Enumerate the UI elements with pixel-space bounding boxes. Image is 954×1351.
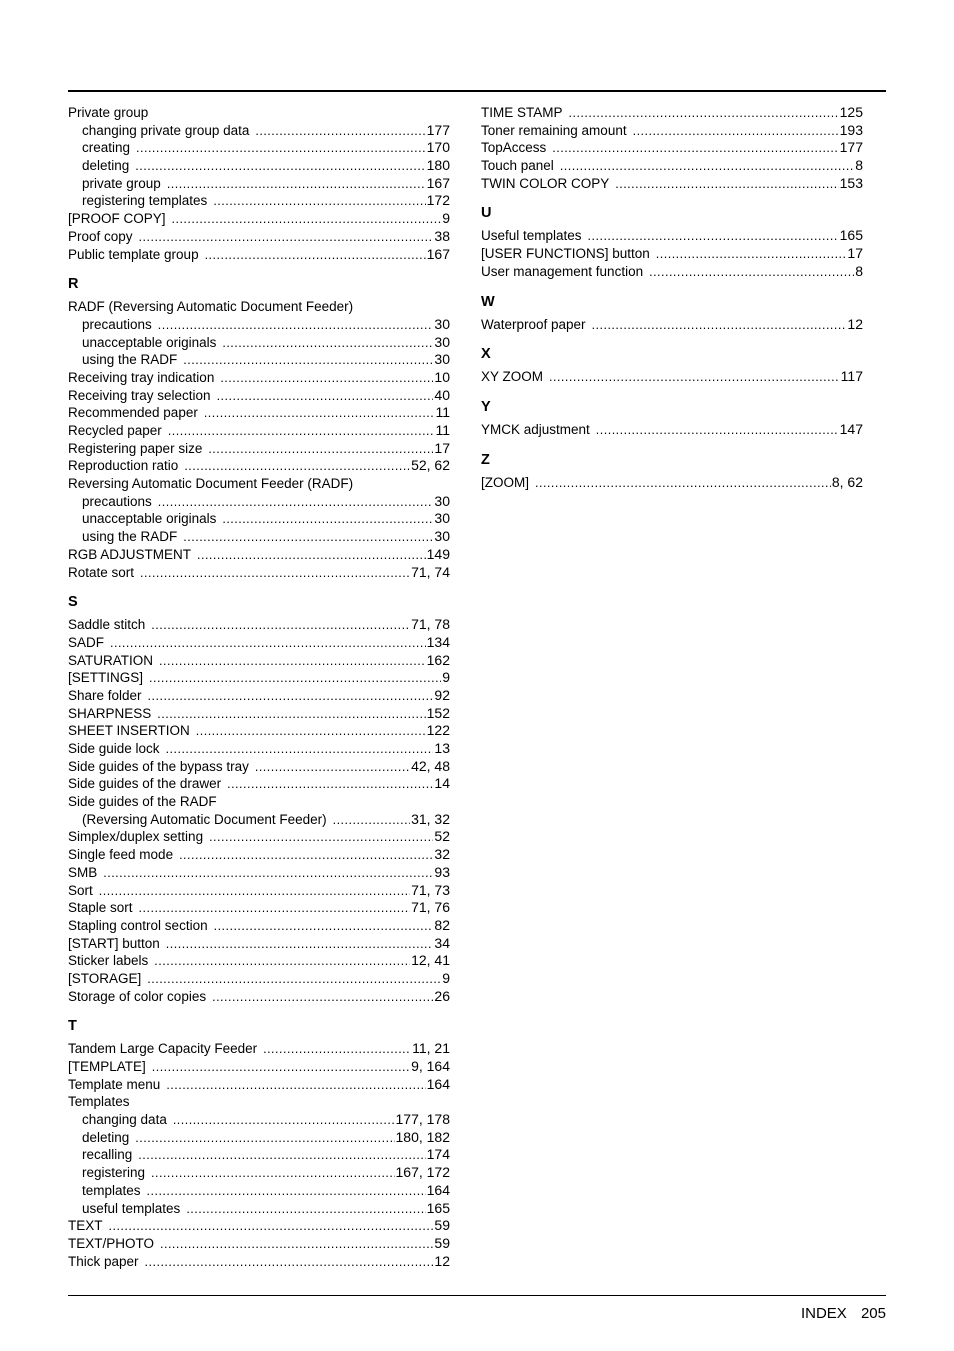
page-reference: 92 [434,686,450,703]
index-term: recalling [82,1147,133,1163]
index-term: [ZOOM] [481,474,529,490]
dot-leader [569,105,839,123]
index-term: SADF [68,634,105,650]
page-reference: 30 [434,528,450,545]
page-reference: 40 [434,386,450,403]
index-term: Reversing Automatic Document Feeder (RADF) [68,476,354,492]
index-entry [68,1040,450,1058]
page-reference: 71, 73 [411,881,450,898]
dot-leader [147,1183,426,1201]
page-reference: 13 [434,740,450,756]
index-term: Toner remaining amount [481,122,627,138]
index-entry [68,917,450,935]
index-term: Tandem Large Capacity Feeder [68,1041,258,1057]
index-term: using the RADF [82,529,178,545]
page-reference: 30 [434,351,450,368]
index-entry [481,421,863,439]
page-reference: 177 [839,139,863,156]
index-entry [68,564,450,582]
index-entry [68,210,450,228]
index-letter-heading: Z [481,451,490,468]
index-entry [481,157,863,175]
page-reference: 11 [435,422,450,438]
index-term: Recommended paper [68,405,198,421]
dot-leader [217,388,434,406]
page-reference: 167 [426,245,450,262]
page-reference: 11, 21 [412,1040,450,1057]
dot-leader [263,1041,411,1059]
dot-leader [159,653,426,671]
page-reference: 172 [426,192,450,209]
index-term: RGB ADJUSTMENT [68,546,192,562]
dot-leader [633,123,839,141]
dot-leader [173,1112,395,1130]
index-term: creating [82,140,131,156]
index-term: [PROOF COPY] [68,211,166,227]
dot-leader [588,228,839,246]
dot-leader [204,405,435,423]
dot-leader [212,989,433,1007]
dot-leader [138,1147,425,1165]
index-term: precautions [82,493,152,509]
page-reference: 122 [426,722,450,739]
index-term: unacceptable originals [82,334,217,350]
index-term: SATURATION [68,652,154,668]
page-reference: 11 [435,404,450,421]
dot-leader [549,369,840,387]
index-term: Touch panel [481,158,554,174]
index-entry [68,775,450,793]
page-reference: 93 [434,863,450,880]
dot-leader [140,565,410,583]
index-term: changing data [82,1112,167,1128]
page-reference: 9 [442,669,450,686]
dot-leader [158,494,434,512]
index-entry [68,970,450,988]
page-reference: 153 [839,174,863,191]
page-reference: 162 [426,651,450,668]
page-reference: 152 [426,704,450,721]
dot-leader [135,1130,394,1148]
page-reference: 32 [434,846,450,863]
page-reference: 14 [434,775,450,792]
index-subentry [68,528,450,546]
page-reference: 59 [434,1234,450,1251]
index-term: Sort [68,882,93,898]
index-entry [68,899,450,917]
page-reference: 30 [434,510,450,527]
dot-leader [151,617,410,635]
page-reference: 17 [847,245,863,262]
index-term: deleting [82,158,130,174]
index-subentry [68,1182,450,1200]
index-term: templates [82,1182,141,1198]
index-entry [68,740,450,758]
index-letter-heading: U [481,205,492,222]
dot-leader [148,688,434,706]
page-reference: 117 [840,368,863,385]
index-subentry [68,316,450,334]
page-reference: 71, 76 [411,899,450,916]
index-term: Side guide lock [68,741,160,756]
dot-leader [255,123,425,141]
index-term: Side guides of the drawer [68,776,222,792]
index-subentry [68,493,450,511]
index-subentry [68,175,450,193]
index-term: Recycled paper [68,423,162,438]
index-entry [68,864,450,882]
dot-leader [227,776,433,794]
index-letter-heading: W [481,293,495,310]
page-reference: 180, 182 [395,1128,450,1145]
dot-leader [255,759,410,777]
index-subentry [68,1200,450,1218]
dot-leader [656,246,847,264]
dot-leader [152,1059,410,1077]
index-entry [481,474,863,492]
index-term: Side guides of the bypass tray [68,758,249,774]
index-term: useful templates [82,1200,181,1216]
index-subentry [68,1111,450,1129]
index-letter-heading: R [68,276,79,293]
page-reference: 12, 41 [411,952,450,969]
page-reference: 177, 178 [395,1111,450,1128]
dot-leader [560,158,854,176]
index-term: SHEET INSERTION [68,723,190,739]
index-term: Stapling control section [68,917,208,933]
page-reference: 147 [839,420,863,437]
dot-leader [209,829,433,847]
index-term: Template menu [68,1076,161,1092]
index-term: Rotate sort [68,564,135,580]
index-term: Single feed mode [68,847,174,863]
index-entry [68,387,450,405]
dot-leader [197,547,426,565]
dot-leader [220,370,433,388]
index-term: YMCK adjustment [481,421,590,437]
page-reference: 12 [434,1252,450,1269]
index-term: [USER FUNCTIONS] button [481,246,650,262]
index-column-left [68,104,450,1270]
dot-leader [109,1218,434,1236]
index-entry [68,935,450,953]
dot-leader [151,1165,394,1183]
page-reference: 34 [434,934,450,951]
index-term: XY ZOOM [481,369,544,385]
page-reference: 9 [442,210,450,227]
dot-leader [167,176,426,194]
index-term: precautions [82,316,152,332]
index-letter-heading: X [481,346,491,363]
index-entry [481,263,863,281]
dot-leader [214,918,434,936]
index-letter-heading: Y [481,398,491,415]
index-entry [68,652,450,670]
index-term: User management function [481,263,644,279]
dot-leader [205,247,426,265]
page-reference: 30 [434,492,450,509]
index-term: changing private group data [82,122,250,138]
index-entry [68,669,450,687]
index-term: unacceptable originals [82,511,217,527]
page-reference: 82 [434,916,450,933]
page-reference: 167, 172 [395,1164,450,1181]
dot-leader [147,971,441,989]
index-entry [68,475,450,493]
index-entry [481,368,863,386]
page-reference: 9 [442,969,450,986]
page-reference: 165 [839,227,863,244]
page-reference: 8, 62 [831,473,863,490]
index-letter-heading: S [68,594,78,611]
page-reference: 177 [426,121,450,138]
dot-leader [179,847,433,865]
index-term: RADF (Reversing Automatic Document Feeder) [68,299,354,315]
dot-leader [139,229,434,247]
index-entry [481,175,863,193]
index-term: Private group [68,105,149,120]
index-entry [68,846,450,864]
index-entry [68,228,450,246]
page-reference: 165 [426,1199,450,1216]
dot-leader [145,1254,434,1272]
page-reference: 193 [839,121,863,138]
dot-leader [615,176,838,194]
index-entry [68,1253,450,1271]
index-term: Saddle stitch [68,617,146,633]
dot-leader [99,883,410,901]
index-entry [68,369,450,387]
index-term: registering [82,1165,146,1181]
index-term: deleting [82,1129,130,1145]
index-entry [68,1217,450,1235]
dot-leader [158,317,434,335]
dot-leader [103,865,433,883]
index-subentry [68,1164,450,1182]
index-entry [68,1235,450,1253]
index-term: Registering paper size [68,440,203,456]
index-term: TWIN COLOR COPY [481,175,610,191]
index-entry [68,298,450,316]
index-subentry [68,1146,450,1164]
dot-leader [166,1077,425,1095]
dot-leader [183,352,433,370]
index-column-right [481,104,863,491]
page-reference: 26 [434,987,450,1004]
index-term: (Reversing Automatic Document Feeder) [82,811,327,827]
page-reference: 170 [426,139,450,156]
index-entry [68,1058,450,1076]
index-term: [START] button [68,935,160,951]
dot-leader [136,140,426,158]
dot-leader [160,1236,433,1254]
dot-leader [166,741,434,759]
index-entry [481,227,863,245]
index-term: TEXT [68,1218,103,1234]
page-reference: 167 [426,174,450,191]
index-term: Public template group [68,246,199,262]
page-reference: 42, 48 [411,757,450,774]
index-term: Staple sort [68,900,133,916]
page-reference: 149 [426,545,450,562]
index-term: [SETTINGS] [68,670,144,686]
index-entry [68,546,450,564]
index-entry [68,457,450,475]
dot-leader [592,317,847,335]
dot-leader [168,423,435,441]
footer-rule [68,1295,886,1296]
dot-leader [157,706,425,724]
page-reference: 71, 74 [411,563,450,580]
index-entry [481,104,863,122]
page-reference: 10 [434,368,450,385]
index-entry [68,1076,450,1094]
index-entry [481,139,863,157]
page-reference: 30 [434,333,450,350]
index-entry [68,687,450,705]
dot-leader [149,670,441,688]
index-term: Share folder [68,687,142,703]
dot-leader [186,1201,425,1219]
index-term: Sticker labels [68,953,149,969]
index-entry [68,722,450,740]
page-reference: 9, 164 [411,1058,450,1074]
index-term: Side guides of the RADF [68,794,217,810]
index-term: using the RADF [82,352,178,368]
page-footer [791,1305,886,1322]
page-reference: 52, 62 [411,457,450,474]
footer-section-label: INDEX [800,1305,847,1322]
index-entry [68,793,450,811]
page-reference: 8 [855,262,863,279]
index-subentry [68,351,450,369]
index-entry [68,634,450,652]
page-reference: 164 [426,1075,450,1092]
index-term: Proof copy [68,228,133,244]
index-term: SMB [68,864,98,880]
index-subentry [68,1129,450,1147]
header-rule [68,90,886,92]
index-entry [68,404,450,422]
dot-leader [552,140,838,158]
index-term: TopAccess [481,140,547,156]
index-entry [481,316,863,334]
dot-leader [196,723,426,741]
index-subentry [68,192,450,210]
index-entry [68,705,450,723]
index-subentry [68,334,450,352]
page-reference: 125 [839,104,863,120]
index-term: Simplex/duplex setting [68,829,204,845]
index-term: Useful templates [481,228,582,244]
page-reference: 180 [426,157,450,174]
index-subentry [68,139,450,157]
page-reference: 17 [434,439,450,456]
dot-leader [649,264,854,282]
dot-leader [172,211,442,229]
index-entry [68,758,450,776]
footer-page-number: 205 [860,1305,886,1322]
index-term: Waterproof paper [481,316,586,332]
index-entry [68,422,450,440]
page-reference: 31, 32 [411,810,450,827]
index-term: Templates [68,1094,130,1110]
page-reference: 38 [434,227,450,244]
index-entry [68,988,450,1006]
index-entry [68,1093,450,1111]
page-reference: 134 [426,633,450,650]
dot-leader [183,529,433,547]
index-subentry [68,811,450,829]
index-entry [68,882,450,900]
dot-leader [184,458,410,476]
index-subentry [68,510,450,528]
index-entry [68,440,450,458]
index-term: registering templates [82,193,208,209]
index-term: SHARPNESS [68,705,152,721]
dot-leader [333,812,410,830]
index-entry [68,104,450,122]
index-letter-heading: T [68,1018,77,1035]
index-entry [481,122,863,140]
index-term: Thick paper [68,1253,139,1269]
dot-leader [222,511,433,529]
index-subentry [68,157,450,175]
dot-leader [154,953,410,971]
page-reference: 71, 78 [411,616,450,633]
index-entry [68,828,450,846]
index-entry [481,245,863,263]
page-reference: 30 [434,315,450,332]
index-term: Receiving tray indication [68,369,215,385]
dot-leader [135,158,425,176]
index-entry [68,952,450,970]
dot-leader [222,335,433,353]
page-reference: 8 [855,157,863,174]
dot-leader [110,635,426,653]
index-term: Storage of color copies [68,988,207,1004]
page-reference: 12 [847,315,863,332]
index-term: [TEMPLATE] [68,1059,146,1074]
dot-leader [208,441,433,459]
index-subentry [68,122,450,140]
index-term: [STORAGE] [68,970,142,986]
index-term: TEXT/PHOTO [68,1235,155,1251]
page-reference: 59 [434,1217,450,1234]
index-term: Receiving tray selection [68,387,211,403]
dot-leader [535,475,831,493]
index-term: private group [82,175,161,191]
dot-leader [166,936,434,954]
index-entry [68,246,450,264]
page-reference: 52 [434,828,450,845]
dot-leader [139,900,411,918]
index-entry [68,616,450,634]
page-reference: 164 [426,1181,450,1198]
index-term: TIME STAMP [481,105,563,120]
dot-leader [213,193,425,211]
page-reference: 174 [426,1146,450,1163]
index-term: Reproduction ratio [68,458,179,474]
dot-leader [596,422,839,440]
